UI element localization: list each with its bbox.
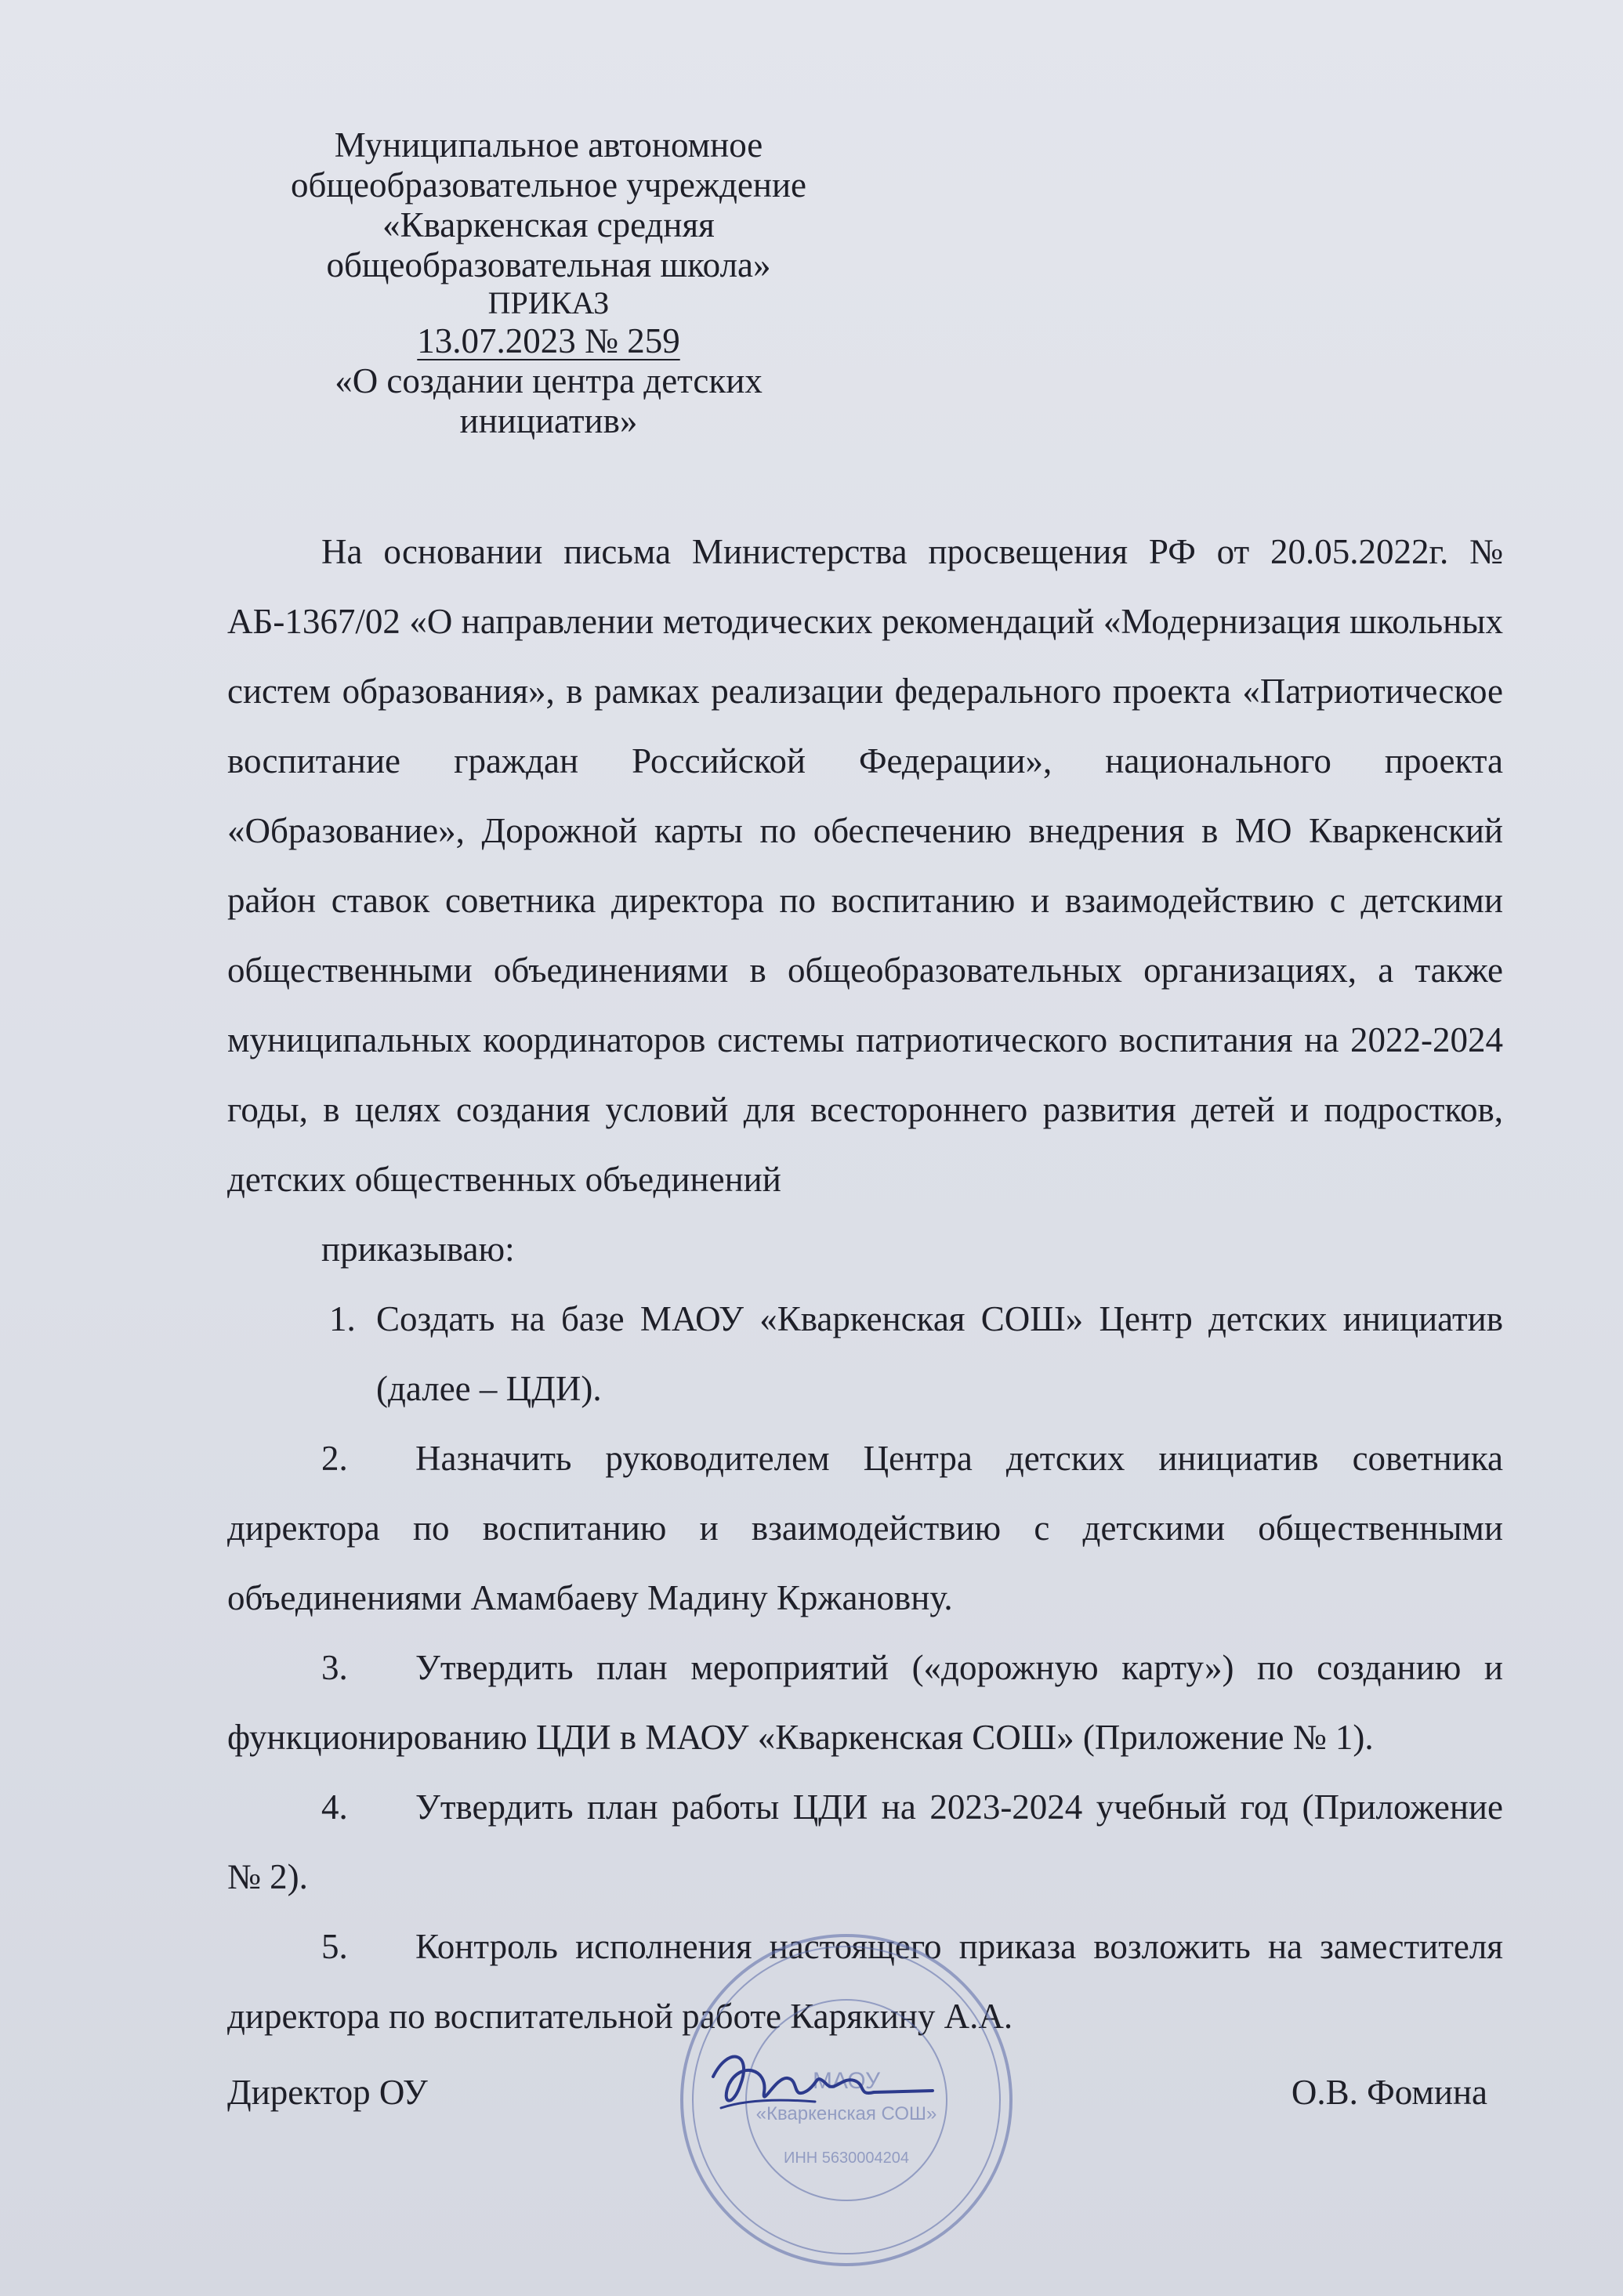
signature-block: [227, 2069, 1503, 2116]
order-item-number: 1.: [329, 1299, 356, 1338]
org-name-line-4: общеобразовательная школа»: [326, 245, 771, 284]
org-name-line-3: «Кваркенская средняя: [382, 205, 715, 244]
order-item-2: [227, 1424, 1503, 1633]
document-body: [227, 517, 1503, 2052]
order-item-number: 4.: [321, 1787, 348, 1827]
stamp-center-text: МАОУ: [812, 2068, 881, 2094]
order-item-number: 2.: [321, 1439, 348, 1478]
signer-name: О.В. Фомина: [1291, 2073, 1487, 2112]
stamp-inn-text: ИНН 5630004204: [783, 2149, 910, 2167]
stamp-school-text: «Кваркенская СОШ»: [755, 2103, 937, 2124]
order-item-number: 5.: [321, 1927, 348, 1966]
org-name-line-2: общеобразовательное учреждение: [290, 165, 807, 205]
order-item-text: Создать на базе МАОУ «Кваркенская СОШ» Центр детских инициатив (далее – ЦДИ).: [376, 1299, 1503, 1408]
preamble-paragraph: На основании письма Министерства просвещения РФ от 20.05.2022г. № АБ-1367/02 «О направлении методических рекомендаций «Модернизация школьных систем образования», в рамках реализации федерального проекта «Патриотическое воспитание граждан Российской Федерации», национального проекта «Образование», Дорожной карты по обеспечению внедрения в МО Кваркенский район ставок советника директора по воспитанию и взаимодействию с детскими общественными объединениями в общеобразовательных организациях, а также муниципальных координаторов системы патриотического воспитания на 2022-2024 годы, в целях создания условий для всестороннего развития детей и подростков, детских общественных объединений: [227, 532, 1503, 1199]
order-item-text: Утвердить план работы ЦДИ на 2023-2024 учебный год (Приложение № 2).: [227, 1787, 1503, 1896]
order-item-number: 3.: [321, 1648, 348, 1687]
order-item-4: [227, 1773, 1503, 1912]
order-word: приказываю:: [321, 1229, 515, 1269]
doc-title-line-1: «О создании центра детских: [335, 361, 763, 400]
doc-date-number: 13.07.2023 № 259: [417, 321, 680, 360]
document-header: [243, 125, 854, 441]
order-item-text: Утвердить план мероприятий («дорожную карту») по созданию и функционированию ЦДИ в МАОУ «Кваркенская СОШ» (Приложение № 1).: [227, 1648, 1503, 1757]
order-item-text: Контроль исполнения настоящего приказа возложить на заместителя директора по воспитательной работе Карякину А.А.: [227, 1927, 1503, 2036]
org-name-line-1: Муниципальное автономное: [334, 125, 763, 165]
doc-title-line-2: инициатив»: [459, 401, 638, 440]
signer-position: Директор ОУ: [227, 2073, 428, 2112]
order-item-3: [227, 1633, 1503, 1773]
doc-type: ПРИКАЗ: [487, 285, 610, 320]
order-item-text: Назначить руководителем Центра детских инициатив советника директора по воспитанию и взаимодействию с детскими общественными объединениями Амамбаеву Мадину Кржановну.: [227, 1439, 1503, 1617]
order-item-1: [227, 1284, 1503, 1424]
